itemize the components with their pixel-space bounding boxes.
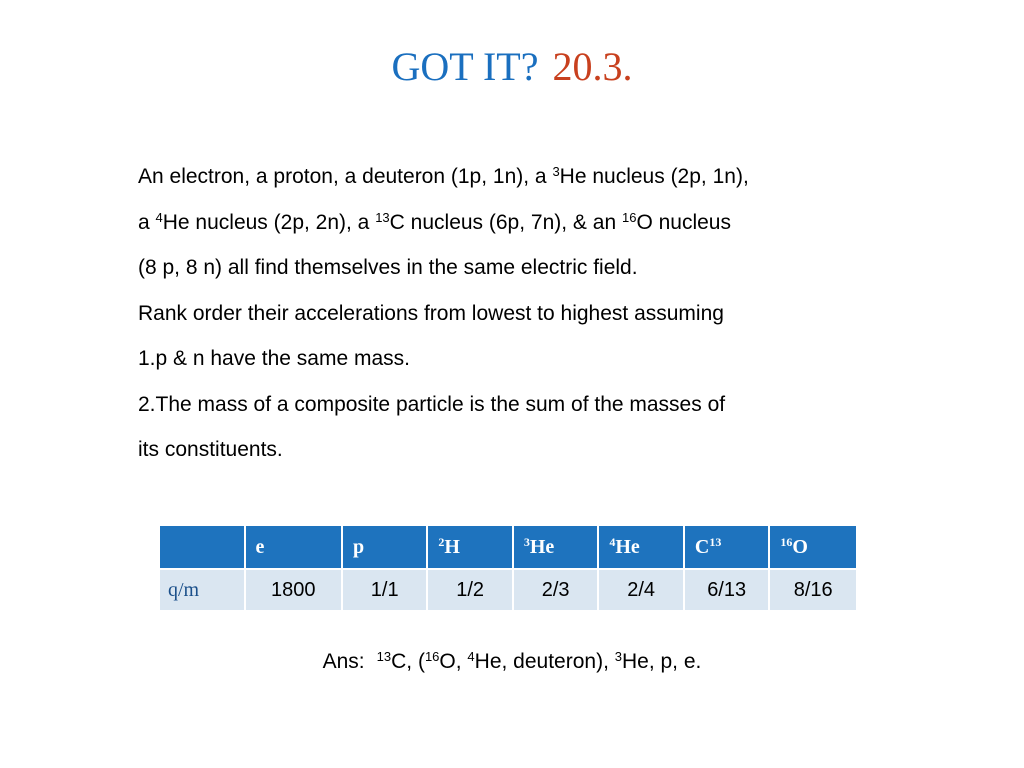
title-section-number: 20.3. <box>552 44 633 89</box>
header-text: He <box>529 535 555 558</box>
table-cell: 6/13 <box>684 569 770 610</box>
text-fragment: O nucleus <box>636 210 731 234</box>
table-cell: 1/1 <box>342 569 427 610</box>
header-superscript: 4 <box>609 534 616 549</box>
question-line-6: 2.The mass of a composite particle is the sum of the masses of <box>138 392 726 416</box>
text-fragment: C nucleus (6p, 7n), & an <box>389 210 622 234</box>
header-text: p <box>352 535 365 558</box>
table-header-cell <box>160 526 245 569</box>
table-header-cell <box>684 526 770 569</box>
question-line-3: (8 p, 8 n) all find themselves in the same electric field. <box>138 256 638 279</box>
table-header-cell <box>342 526 427 569</box>
table-header-cell <box>769 526 856 569</box>
header-superscript: 2 <box>438 534 445 549</box>
slide-title <box>0 42 1024 92</box>
table-cell: 1/2 <box>427 569 512 610</box>
header-text: e <box>255 535 265 558</box>
text-fragment: He nucleus (2p, 2n), a <box>162 210 376 234</box>
table-row <box>160 569 856 610</box>
superscript: 16 <box>424 649 440 664</box>
superscript: 4 <box>467 649 475 664</box>
header-superscript: 3 <box>523 534 530 549</box>
question-line-1 <box>138 154 898 200</box>
question-line-4: Rank order their accelerations from lowest to highest assuming <box>138 301 724 325</box>
text-fragment: He, deuteron), <box>474 650 615 673</box>
text-fragment: C, ( <box>391 650 425 673</box>
row-label-q-over-m: q/m <box>160 569 245 610</box>
header-text: H <box>444 535 460 558</box>
table-cell: 2/4 <box>598 569 684 610</box>
text-fragment: a <box>138 210 156 234</box>
table-header-row <box>160 526 856 569</box>
question-line-5: 1.p & n have the same mass. <box>138 347 410 370</box>
superscript: 4 <box>155 209 163 225</box>
header-superscript: 13 <box>709 534 722 549</box>
header-text: O <box>792 535 808 558</box>
table-cell: 1800 <box>245 569 342 610</box>
title-got-it: GOT IT? <box>391 44 539 89</box>
question-line-2 <box>138 200 898 246</box>
table-header-cell <box>427 526 512 569</box>
question-line-7: its constituents. <box>138 438 283 461</box>
superscript: 13 <box>376 649 392 664</box>
header-text: C <box>694 535 710 558</box>
answer-label: Ans: <box>322 650 365 673</box>
superscript: 13 <box>375 209 390 225</box>
table-cell: 2/3 <box>513 569 599 610</box>
text-fragment: He nucleus (2p, 1n), <box>559 165 749 188</box>
text-fragment: An electron, a proton, a deuteron (1p, 1n), a <box>138 165 553 188</box>
answer-line <box>0 646 1024 678</box>
table-header-cell <box>598 526 684 569</box>
table-header-cell <box>513 526 599 569</box>
header-superscript: 16 <box>780 534 793 549</box>
superscript: 3 <box>614 649 622 664</box>
text-fragment: He, p, e. <box>621 650 702 673</box>
superscript: 3 <box>552 164 560 179</box>
header-text: He <box>615 535 640 558</box>
table-cell: 8/16 <box>769 569 856 610</box>
superscript: 16 <box>621 209 637 225</box>
question-text <box>138 154 898 473</box>
text-fragment: O, <box>439 650 468 673</box>
charge-mass-table <box>160 526 856 610</box>
table-header-cell <box>245 526 342 569</box>
